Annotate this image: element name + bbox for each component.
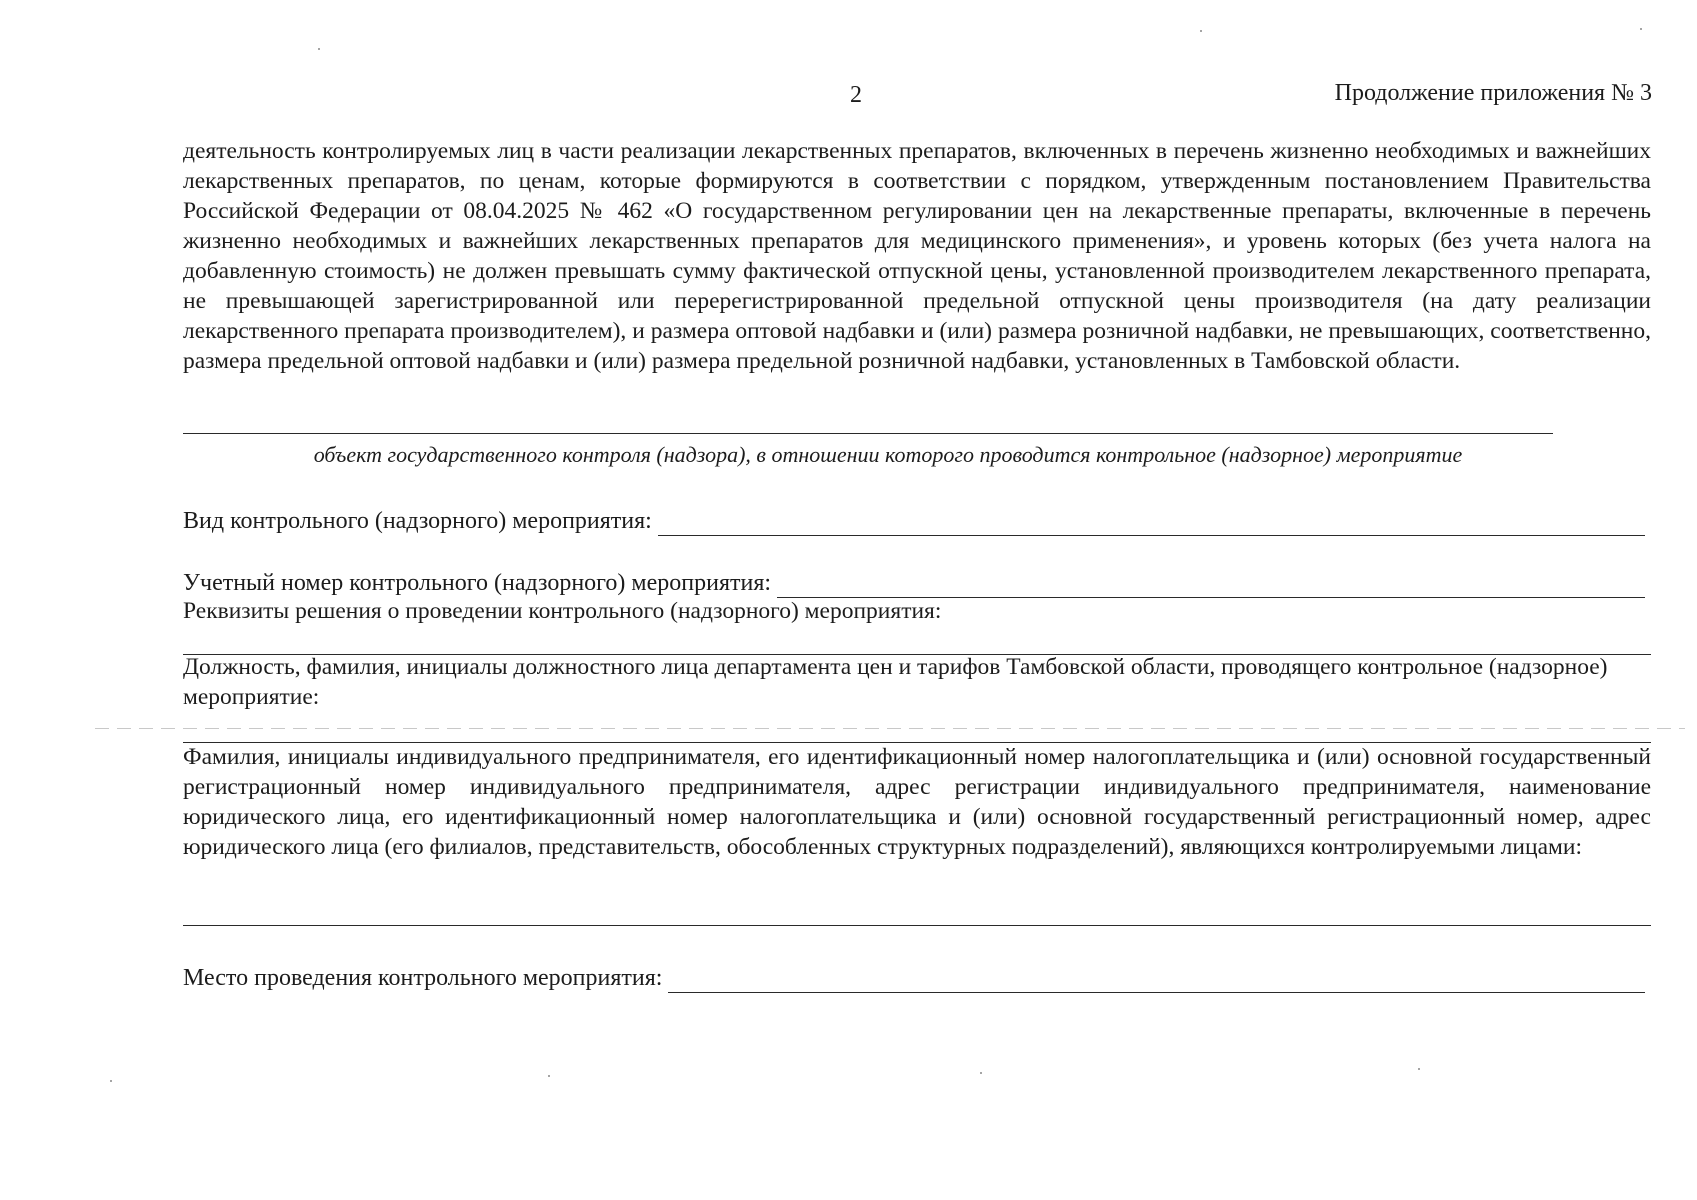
- event-type-field[interactable]: [658, 513, 1645, 536]
- main-paragraph: деятельность контролируемых лиц в части реализации лекарственных препаратов, включенных в перечень жизненно необходимых и важнейших лекарственных препаратов, по ценам, которые формируются в соответствии с порядком, утвержденным постановлением Правительства Российской Федерации от 08.04.2025 № 462 «О государственном регулировании цен на лекарственные препараты, включенные в перечень жизненно необходимых и важнейших лекарственных препаратов для медицинского применения», и уровень которых (без учета налога на добавленную стоимость) не должен превышать сумму фактической отпускной цены, установленной производителем лекарственного препарата, не превышающей зарегистрированной или перерегистрированной предельной отпускной цены производителя (на дату реализации лекарственного препарата производителем), и размера оптовой надбавки и (или) размера розничной надбавки, не превышающих, соответственно, размера предельной оптовой надбавки и (или) размера предельной розничной надбавки, установленных в Тамбовской области.: [183, 138, 1651, 374]
- decision-details-label: Реквизиты решения о проведении контрольного (надзорного) мероприятия:: [183, 598, 942, 624]
- event-type-row: [183, 506, 1645, 536]
- scan-dot: [548, 1075, 550, 1077]
- scan-dot: [1418, 1068, 1420, 1070]
- scan-dot: [110, 1080, 112, 1082]
- scan-dash: [95, 728, 1685, 729]
- scan-dot: [1640, 28, 1642, 30]
- page-number: 2: [850, 82, 862, 108]
- scan-dot: [1200, 30, 1202, 32]
- registration-number-field[interactable]: [777, 575, 1645, 598]
- controlled-persons-label: Фамилия, инициалы индивидуального предпринимателя, его идентификационный номер налогоплательщика и (или) основной государственный регистрационный номер индивидуального предпринимателя, адрес регистрации индивидуального предпринимателя, наименование юридического лица, его идентификационный номер налогоплательщика и (или) основной государственный регистрационный номер, адрес юридического лица (его филиалов, представительств, обособленных структурных подразделений), являющихся контролируемыми лицами:: [183, 744, 1651, 860]
- location-row: [183, 963, 1645, 993]
- location-label: Место проведения контрольного мероприятия:: [183, 965, 663, 991]
- continuation-header: Продолжение приложения № 3: [1334, 80, 1652, 106]
- controlled-persons-field[interactable]: [183, 925, 1651, 926]
- object-underline: [183, 433, 1553, 434]
- scan-dot: [980, 1072, 982, 1074]
- official-label: Должность, фамилия, инициалы должностного лица департамента цен и тарифов Тамбовской области, проводящего контрольное (надзорное) мероприятие:: [183, 654, 1608, 710]
- registration-number-row: [183, 568, 1645, 598]
- registration-number-label: Учетный номер контрольного (надзорного) мероприятия:: [183, 570, 772, 596]
- object-caption: объект государственного контроля (надзора), в отношении которого проводится контрольное (надзорное) мероприятие: [313, 442, 1463, 467]
- location-field[interactable]: [668, 970, 1645, 993]
- scan-dot: [318, 48, 320, 50]
- event-type-label: Вид контрольного (надзорного) мероприятия:: [183, 508, 652, 534]
